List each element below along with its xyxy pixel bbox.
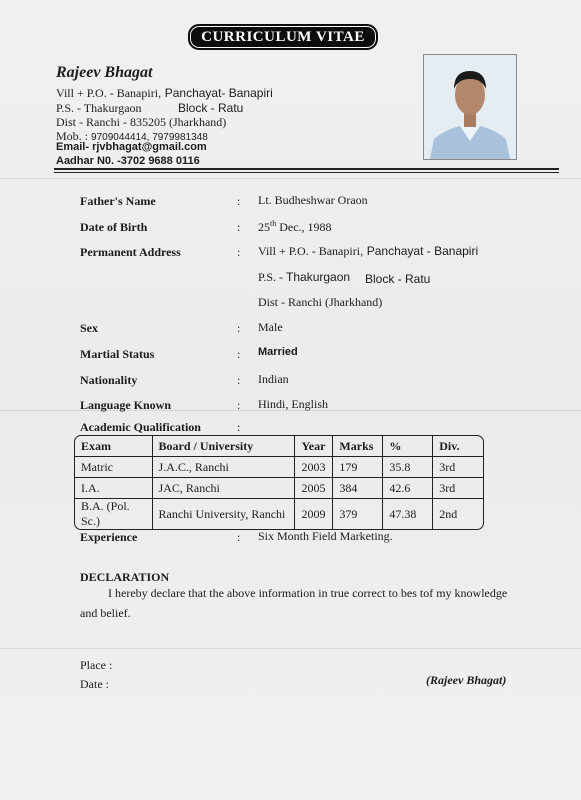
header-divider [54, 168, 559, 170]
permanent-address-line1 [258, 244, 478, 259]
father-name-label: Father's Name [80, 194, 156, 208]
table-header-cell: Div. [433, 436, 483, 457]
dob-value [258, 219, 332, 235]
candidate-name: Rajeev Bhagat [56, 64, 153, 81]
declaration-text-line2: and belief. [80, 606, 131, 620]
mobile-label: Mob. : [56, 129, 89, 143]
father-name-value: Lt. Budheshwar Oraon [258, 193, 368, 207]
permanent-address-label: Permanent Address [80, 245, 181, 259]
place-label: Place : [80, 658, 113, 672]
table-cell: 2nd [439, 506, 458, 521]
permanent-address-line2 [258, 270, 350, 285]
fold-line [0, 178, 581, 179]
table-cell: Ranchi University, Ranchi [153, 499, 296, 529]
candidate-photo [423, 54, 517, 160]
permanent-address-block: Block - Ratu [365, 272, 431, 286]
sex-label: Sex [80, 321, 98, 335]
dob-month-year: Dec., 1988 [276, 220, 332, 234]
colon: : [237, 398, 241, 412]
table-cell: 42.6 [383, 478, 433, 499]
table-cell: B.A. (Pol. Sc.) [75, 499, 153, 529]
table-header-cell: Board / University [153, 436, 296, 457]
table-cell: 35.8 [383, 457, 433, 478]
nationality-label: Nationality [80, 373, 138, 387]
dob-label: Date of Birth [80, 220, 148, 234]
header-address-block: Block - Ratu [178, 101, 244, 115]
header-address-line2 [56, 101, 142, 116]
address-panchayat: , Panchayat- Banapiri [158, 86, 273, 100]
colon: : [237, 220, 241, 234]
colon: : [237, 420, 241, 434]
language-value: Hindi, English [258, 397, 329, 411]
table-cell: 379 [333, 499, 383, 529]
colon: : [237, 194, 241, 208]
header-email: Email- rjvbhagat@gmail.com [56, 141, 207, 153]
colon: : [237, 530, 241, 544]
document-title: CURRICULUM VITAE [188, 24, 378, 50]
experience-value: Six Month Field Marketing. [258, 529, 393, 543]
fold-line [0, 648, 581, 649]
language-label: Language Known [80, 398, 172, 412]
header-divider-thin [54, 172, 559, 173]
declaration-text-line1: I hereby declare that the above information in true correct to bes tof my knowledge [108, 586, 508, 600]
marital-status-label: Martial Status [80, 347, 155, 361]
table-cell: 2003 [295, 457, 333, 478]
table-cell: 3rd [433, 478, 483, 499]
table-cell: 384 [333, 478, 383, 499]
signature-name: (Rajeev Bhagat) [426, 673, 507, 687]
permanent-address-panchayat: , Panchayat - Banapiri [360, 244, 479, 258]
nationality-value: Indian [258, 372, 289, 386]
table-cell: 2009 [295, 499, 333, 529]
table-cell: J.A.C., Ranchi [153, 457, 296, 478]
table-cell: 3rd [433, 457, 483, 478]
experience-label: Experience [80, 530, 138, 544]
academic-table [74, 435, 484, 530]
colon: : [237, 373, 241, 387]
table-cell: 179 [333, 457, 383, 478]
mobile-value: 9709044414, 7979981348 [91, 132, 208, 143]
academic-qualification-label: Academic Qualification [80, 420, 201, 434]
table-row [75, 478, 483, 499]
header-address-line1 [56, 86, 273, 101]
header-address-line3: Dist - Ranchi - 835205 (Jharkhand) [56, 115, 227, 129]
declaration-heading: DECLARATION [80, 570, 170, 584]
table-row [75, 499, 483, 529]
permanent-address-ps-label: P.S. - [258, 270, 287, 284]
marital-status-value: Married [258, 346, 298, 358]
address-ps: P.S. - Thakurgaon [56, 101, 142, 115]
permanent-address-line3: Dist - Ranchi (Jharkhand) [258, 295, 383, 309]
table-header-cell: Exam [75, 436, 153, 457]
table-header-cell: Year [295, 436, 333, 457]
table-header-cell: % [383, 436, 433, 457]
table-header-cell: Marks [333, 436, 383, 457]
address-village: Vill + P.O. - Banapiri [56, 86, 159, 100]
table-cell: 2005 [295, 478, 333, 499]
table-row [75, 457, 483, 478]
sex-value: Male [258, 320, 283, 334]
person-photo-icon [424, 55, 516, 159]
date-label: Date : [80, 677, 109, 691]
colon: : [237, 321, 241, 335]
permanent-address-ps: Thakurgaon [286, 270, 351, 284]
table-cell: I.A. [75, 478, 153, 499]
permanent-address-village: Vill + P.O. - Banapiri [258, 244, 361, 258]
table-header-row [75, 436, 483, 457]
dob-suffix: th [270, 219, 277, 228]
colon: : [237, 347, 241, 361]
colon: : [237, 245, 241, 259]
table-cell: 47.38 [383, 499, 433, 529]
header-aadhar: Aadhar N0. -3702 9688 0116 [56, 155, 200, 167]
table-cell: Matric [75, 457, 153, 478]
dob-day: 25 [258, 220, 270, 234]
table-cell: JAC, Ranchi [153, 478, 296, 499]
